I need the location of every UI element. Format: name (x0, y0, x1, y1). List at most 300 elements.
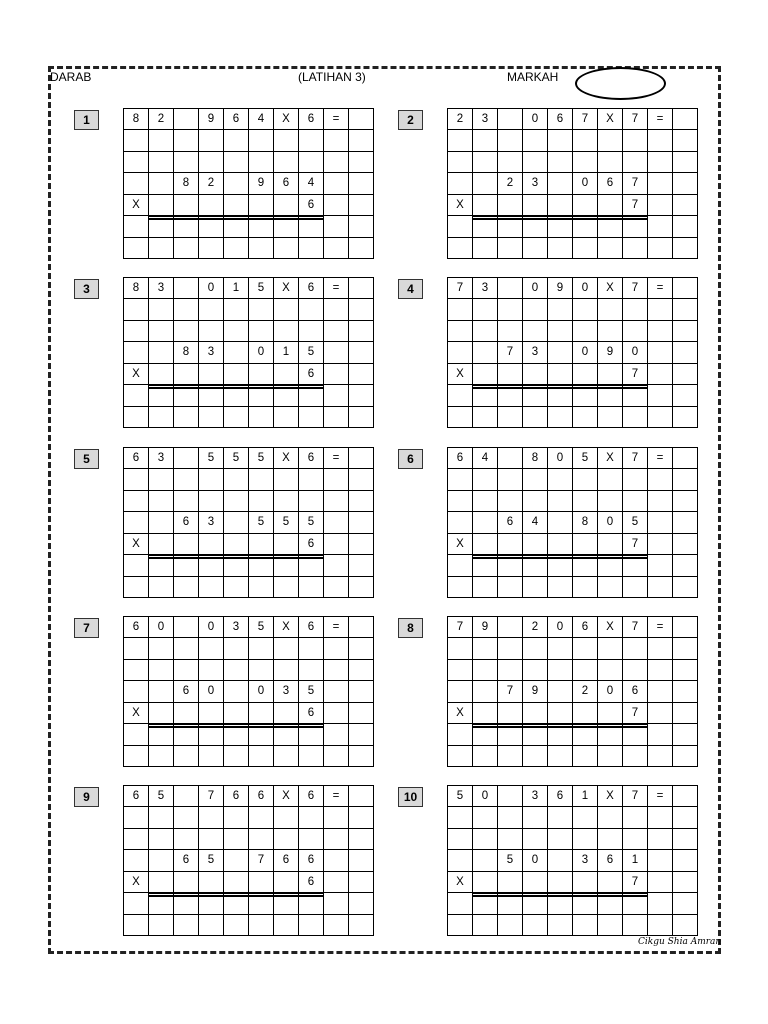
grid-cell[interactable] (224, 577, 249, 598)
grid-cell[interactable] (648, 342, 673, 363)
grid-cell[interactable] (199, 152, 224, 173)
grid-cell[interactable] (673, 746, 698, 767)
grid-cell[interactable] (349, 321, 374, 342)
grid-cell[interactable] (448, 130, 473, 151)
grid-cell[interactable] (149, 807, 174, 828)
grid-cell[interactable] (224, 152, 249, 173)
grid-cell[interactable] (149, 512, 174, 533)
grid-cell[interactable] (274, 321, 299, 342)
grid-cell[interactable] (199, 703, 224, 724)
grid-cell[interactable] (598, 638, 623, 659)
grid-cell[interactable] (573, 130, 598, 151)
grid-cell[interactable] (124, 850, 149, 871)
grid-cell[interactable] (498, 915, 523, 936)
grid-cell[interactable] (473, 807, 498, 828)
grid-cell[interactable] (473, 703, 498, 724)
grid-cell[interactable] (274, 238, 299, 259)
grid-cell[interactable] (673, 407, 698, 428)
grid-cell[interactable] (124, 555, 149, 576)
grid-cell[interactable] (623, 491, 648, 512)
grid-cell[interactable] (573, 660, 598, 681)
grid-cell[interactable] (149, 681, 174, 702)
grid-cell[interactable] (648, 850, 673, 871)
grid-cell[interactable] (249, 807, 274, 828)
grid-cell[interactable] (124, 724, 149, 745)
grid-cell[interactable] (673, 555, 698, 576)
grid-cell[interactable] (324, 512, 349, 533)
grid-cell[interactable] (648, 195, 673, 216)
grid-cell[interactable] (124, 469, 149, 490)
grid-cell[interactable] (149, 342, 174, 363)
grid-cell[interactable] (573, 491, 598, 512)
grid-cell[interactable] (448, 555, 473, 576)
grid-cell[interactable] (349, 109, 374, 130)
grid-cell[interactable] (174, 407, 199, 428)
grid-cell[interactable] (573, 299, 598, 320)
grid-cell[interactable] (199, 299, 224, 320)
grid-cell[interactable] (274, 746, 299, 767)
grid-cell[interactable] (349, 829, 374, 850)
grid-cell[interactable] (648, 152, 673, 173)
grid-cell[interactable] (473, 577, 498, 598)
grid-cell[interactable] (523, 238, 548, 259)
grid-cell[interactable] (149, 491, 174, 512)
grid-cell[interactable] (324, 469, 349, 490)
grid-cell[interactable] (598, 469, 623, 490)
grid-cell[interactable] (299, 577, 324, 598)
grid-cell[interactable] (623, 152, 648, 173)
grid-cell[interactable] (648, 746, 673, 767)
grid-cell[interactable] (473, 746, 498, 767)
grid-cell[interactable] (598, 321, 623, 342)
grid-cell[interactable] (573, 407, 598, 428)
grid-cell[interactable] (174, 299, 199, 320)
grid-cell[interactable] (448, 660, 473, 681)
grid-cell[interactable] (523, 299, 548, 320)
grid-cell[interactable] (473, 130, 498, 151)
grid-cell[interactable] (174, 703, 199, 724)
grid-cell[interactable] (523, 534, 548, 555)
grid-cell[interactable] (473, 638, 498, 659)
grid-cell[interactable] (299, 746, 324, 767)
grid-cell[interactable] (324, 807, 349, 828)
grid-cell[interactable] (224, 469, 249, 490)
grid-cell[interactable] (124, 152, 149, 173)
grid-cell[interactable] (523, 660, 548, 681)
grid-cell[interactable] (498, 534, 523, 555)
grid-cell[interactable] (548, 195, 573, 216)
grid-cell[interactable] (648, 577, 673, 598)
grid-cell[interactable] (448, 724, 473, 745)
grid-cell[interactable] (124, 407, 149, 428)
grid-cell[interactable] (548, 660, 573, 681)
grid-cell[interactable] (598, 807, 623, 828)
grid-cell[interactable] (673, 617, 698, 638)
grid-cell[interactable] (498, 577, 523, 598)
grid-cell[interactable] (623, 829, 648, 850)
grid-cell[interactable] (274, 660, 299, 681)
grid-cell[interactable] (249, 152, 274, 173)
grid-cell[interactable] (648, 703, 673, 724)
grid-cell[interactable] (523, 152, 548, 173)
grid-cell[interactable] (274, 703, 299, 724)
grid-cell[interactable] (673, 469, 698, 490)
grid-cell[interactable] (349, 850, 374, 871)
grid-cell[interactable] (349, 555, 374, 576)
grid-cell[interactable] (174, 829, 199, 850)
grid-cell[interactable] (523, 130, 548, 151)
grid-cell[interactable] (623, 469, 648, 490)
grid-cell[interactable] (149, 829, 174, 850)
grid-cell[interactable] (573, 703, 598, 724)
grid-cell[interactable] (673, 577, 698, 598)
grid-cell[interactable] (473, 534, 498, 555)
grid-cell[interactable] (349, 216, 374, 237)
grid-cell[interactable] (149, 173, 174, 194)
grid-cell[interactable] (498, 829, 523, 850)
grid-cell[interactable] (274, 364, 299, 385)
grid-cell[interactable] (124, 173, 149, 194)
grid-cell[interactable] (174, 130, 199, 151)
grid-cell[interactable] (249, 915, 274, 936)
grid-cell[interactable] (199, 238, 224, 259)
grid-cell[interactable] (124, 321, 149, 342)
grid-cell[interactable] (199, 915, 224, 936)
grid-cell[interactable] (623, 915, 648, 936)
grid-cell[interactable] (573, 152, 598, 173)
grid-cell[interactable] (648, 299, 673, 320)
grid-cell[interactable] (448, 173, 473, 194)
grid-cell[interactable] (548, 577, 573, 598)
grid-cell[interactable] (299, 130, 324, 151)
grid-cell[interactable] (448, 915, 473, 936)
grid-cell[interactable] (598, 491, 623, 512)
grid-cell[interactable] (349, 130, 374, 151)
grid-cell[interactable] (224, 915, 249, 936)
grid-cell[interactable] (523, 364, 548, 385)
grid-cell[interactable] (149, 469, 174, 490)
grid-cell[interactable] (274, 491, 299, 512)
grid-cell[interactable] (673, 786, 698, 807)
grid-cell[interactable] (573, 807, 598, 828)
grid-cell[interactable] (299, 807, 324, 828)
grid-cell[interactable] (199, 746, 224, 767)
grid-cell[interactable] (349, 364, 374, 385)
grid-cell[interactable] (473, 872, 498, 893)
grid-cell[interactable] (199, 321, 224, 342)
grid-cell[interactable] (349, 660, 374, 681)
grid-cell[interactable] (324, 681, 349, 702)
grid-cell[interactable] (648, 893, 673, 914)
grid-cell[interactable] (199, 130, 224, 151)
grid-cell[interactable] (498, 364, 523, 385)
grid-cell[interactable] (174, 491, 199, 512)
grid-cell[interactable] (598, 407, 623, 428)
grid-cell[interactable] (174, 321, 199, 342)
grid-cell[interactable] (648, 238, 673, 259)
grid-cell[interactable] (224, 321, 249, 342)
grid-cell[interactable] (274, 407, 299, 428)
grid-cell[interactable] (274, 577, 299, 598)
grid-cell[interactable] (673, 130, 698, 151)
grid-cell[interactable] (249, 534, 274, 555)
grid-cell[interactable] (174, 746, 199, 767)
grid-cell[interactable] (149, 407, 174, 428)
grid-cell[interactable] (448, 638, 473, 659)
grid-cell[interactable] (324, 152, 349, 173)
grid-cell[interactable] (324, 385, 349, 406)
grid-cell[interactable] (349, 299, 374, 320)
grid-cell[interactable] (473, 491, 498, 512)
grid-cell[interactable] (648, 364, 673, 385)
grid-cell[interactable] (224, 660, 249, 681)
grid-cell[interactable] (349, 746, 374, 767)
marks-oval-field[interactable] (575, 67, 666, 100)
grid-cell[interactable] (224, 703, 249, 724)
grid-cell[interactable] (498, 238, 523, 259)
grid-cell[interactable] (199, 638, 224, 659)
grid-cell[interactable] (124, 915, 149, 936)
grid-cell[interactable] (249, 703, 274, 724)
grid-cell[interactable] (548, 152, 573, 173)
grid-cell[interactable] (349, 469, 374, 490)
grid-cell[interactable] (299, 469, 324, 490)
grid-cell[interactable] (448, 850, 473, 871)
grid-cell[interactable] (648, 660, 673, 681)
grid-cell[interactable] (473, 152, 498, 173)
grid-cell[interactable] (448, 152, 473, 173)
grid-cell[interactable] (349, 577, 374, 598)
grid-cell[interactable] (299, 321, 324, 342)
grid-cell[interactable] (448, 342, 473, 363)
grid-cell[interactable] (673, 321, 698, 342)
grid-cell[interactable] (249, 238, 274, 259)
grid-cell[interactable] (448, 321, 473, 342)
grid-cell[interactable] (274, 807, 299, 828)
grid-cell[interactable] (673, 893, 698, 914)
grid-cell[interactable] (149, 577, 174, 598)
grid-cell[interactable] (648, 724, 673, 745)
grid-cell[interactable] (498, 872, 523, 893)
grid-cell[interactable] (249, 299, 274, 320)
grid-cell[interactable] (473, 173, 498, 194)
grid-cell[interactable] (448, 407, 473, 428)
grid-cell[interactable] (623, 238, 648, 259)
grid-cell[interactable] (448, 491, 473, 512)
grid-cell[interactable] (124, 660, 149, 681)
grid-cell[interactable] (523, 915, 548, 936)
grid-cell[interactable] (224, 807, 249, 828)
grid-cell[interactable] (623, 299, 648, 320)
grid-cell[interactable] (124, 385, 149, 406)
grid-cell[interactable] (523, 807, 548, 828)
grid-cell[interactable] (573, 195, 598, 216)
grid-cell[interactable] (149, 195, 174, 216)
grid-cell[interactable] (324, 238, 349, 259)
grid-cell[interactable] (673, 385, 698, 406)
grid-cell[interactable] (548, 638, 573, 659)
grid-cell[interactable] (124, 893, 149, 914)
grid-cell[interactable] (673, 238, 698, 259)
grid-cell[interactable] (324, 703, 349, 724)
grid-cell[interactable] (224, 872, 249, 893)
grid-cell[interactable] (498, 746, 523, 767)
grid-cell[interactable] (349, 238, 374, 259)
grid-cell[interactable] (199, 491, 224, 512)
grid-cell[interactable] (349, 703, 374, 724)
grid-cell[interactable] (124, 681, 149, 702)
grid-cell[interactable] (448, 216, 473, 237)
grid-cell[interactable] (349, 617, 374, 638)
grid-cell[interactable] (673, 703, 698, 724)
grid-cell[interactable] (648, 130, 673, 151)
grid-cell[interactable] (473, 681, 498, 702)
grid-cell[interactable] (548, 321, 573, 342)
grid-cell[interactable] (623, 577, 648, 598)
grid-cell[interactable] (523, 638, 548, 659)
grid-cell[interactable] (648, 407, 673, 428)
grid-cell[interactable] (174, 872, 199, 893)
grid-cell[interactable] (124, 491, 149, 512)
grid-cell[interactable] (648, 555, 673, 576)
grid-cell[interactable] (349, 152, 374, 173)
grid-cell[interactable] (349, 448, 374, 469)
grid-cell[interactable] (598, 703, 623, 724)
grid-cell[interactable] (648, 385, 673, 406)
grid-cell[interactable] (349, 491, 374, 512)
grid-cell[interactable] (673, 850, 698, 871)
grid-cell[interactable] (473, 342, 498, 363)
grid-cell[interactable] (349, 195, 374, 216)
grid-cell[interactable] (648, 915, 673, 936)
grid-cell[interactable] (174, 152, 199, 173)
grid-cell[interactable] (149, 915, 174, 936)
grid-cell[interactable] (648, 807, 673, 828)
grid-cell[interactable] (324, 872, 349, 893)
grid-cell[interactable] (224, 364, 249, 385)
grid-cell[interactable] (448, 512, 473, 533)
grid-cell[interactable] (249, 407, 274, 428)
grid-cell[interactable] (673, 342, 698, 363)
grid-cell[interactable] (349, 915, 374, 936)
grid-cell[interactable] (149, 703, 174, 724)
grid-cell[interactable] (598, 238, 623, 259)
grid-cell[interactable] (498, 807, 523, 828)
grid-cell[interactable] (274, 130, 299, 151)
grid-cell[interactable] (149, 321, 174, 342)
grid-cell[interactable] (149, 638, 174, 659)
grid-cell[interactable] (448, 469, 473, 490)
grid-cell[interactable] (124, 746, 149, 767)
grid-cell[interactable] (174, 638, 199, 659)
grid-cell[interactable] (324, 746, 349, 767)
grid-cell[interactable] (274, 829, 299, 850)
grid-cell[interactable] (598, 299, 623, 320)
grid-cell[interactable] (673, 915, 698, 936)
grid-cell[interactable] (473, 238, 498, 259)
grid-cell[interactable] (324, 850, 349, 871)
grid-cell[interactable] (573, 534, 598, 555)
grid-cell[interactable] (349, 638, 374, 659)
grid-cell[interactable] (573, 746, 598, 767)
grid-cell[interactable] (324, 195, 349, 216)
grid-cell[interactable] (498, 660, 523, 681)
grid-cell[interactable] (648, 173, 673, 194)
grid-cell[interactable] (598, 577, 623, 598)
grid-cell[interactable] (249, 872, 274, 893)
grid-cell[interactable] (149, 872, 174, 893)
grid-cell[interactable] (673, 152, 698, 173)
grid-cell[interactable] (548, 364, 573, 385)
grid-cell[interactable] (149, 534, 174, 555)
grid-cell[interactable] (149, 238, 174, 259)
grid-cell[interactable] (573, 321, 598, 342)
grid-cell[interactable] (673, 512, 698, 533)
grid-cell[interactable] (124, 577, 149, 598)
grid-cell[interactable] (174, 660, 199, 681)
grid-cell[interactable] (573, 638, 598, 659)
grid-cell[interactable] (249, 829, 274, 850)
grid-cell[interactable] (299, 638, 324, 659)
grid-cell[interactable] (124, 299, 149, 320)
grid-cell[interactable] (598, 195, 623, 216)
grid-cell[interactable] (324, 342, 349, 363)
grid-cell[interactable] (124, 807, 149, 828)
grid-cell[interactable] (324, 299, 349, 320)
grid-cell[interactable] (448, 746, 473, 767)
grid-cell[interactable] (548, 534, 573, 555)
grid-cell[interactable] (149, 299, 174, 320)
grid-cell[interactable] (224, 238, 249, 259)
grid-cell[interactable] (224, 130, 249, 151)
grid-cell[interactable] (523, 195, 548, 216)
grid-cell[interactable] (149, 660, 174, 681)
grid-cell[interactable] (673, 807, 698, 828)
grid-cell[interactable] (224, 407, 249, 428)
grid-cell[interactable] (673, 216, 698, 237)
grid-cell[interactable] (623, 807, 648, 828)
grid-cell[interactable] (199, 829, 224, 850)
grid-cell[interactable] (124, 512, 149, 533)
grid-cell[interactable] (274, 534, 299, 555)
grid-cell[interactable] (174, 915, 199, 936)
grid-cell[interactable] (673, 278, 698, 299)
grid-cell[interactable] (623, 407, 648, 428)
grid-cell[interactable] (448, 681, 473, 702)
grid-cell[interactable] (349, 893, 374, 914)
grid-cell[interactable] (274, 872, 299, 893)
grid-cell[interactable] (249, 195, 274, 216)
grid-cell[interactable] (498, 491, 523, 512)
grid-cell[interactable] (224, 534, 249, 555)
grid-cell[interactable] (324, 130, 349, 151)
grid-cell[interactable] (648, 829, 673, 850)
grid-cell[interactable] (249, 130, 274, 151)
grid-cell[interactable] (548, 915, 573, 936)
grid-cell[interactable] (199, 577, 224, 598)
grid-cell[interactable] (149, 152, 174, 173)
grid-cell[interactable] (648, 216, 673, 237)
grid-cell[interactable] (623, 746, 648, 767)
grid-cell[interactable] (598, 872, 623, 893)
grid-cell[interactable] (548, 238, 573, 259)
grid-cell[interactable] (598, 915, 623, 936)
grid-cell[interactable] (149, 130, 174, 151)
grid-cell[interactable] (124, 238, 149, 259)
grid-cell[interactable] (199, 534, 224, 555)
grid-cell[interactable] (174, 364, 199, 385)
grid-cell[interactable] (349, 278, 374, 299)
